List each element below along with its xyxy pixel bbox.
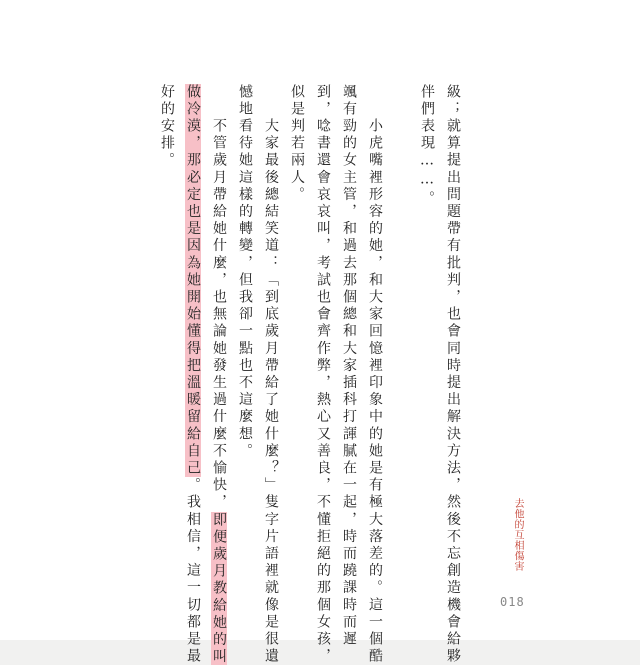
text-column-4: 小虎嘴裡形容的她，和大家回憶裡印象中的她是有極大落差的。這一個酷 <box>362 84 388 665</box>
highlighted-passage: 做冷漠，那必定也是因為她開始懂得把溫暖留給自己 <box>185 84 201 477</box>
text-column-1: 級；就算提出問題帶有批判，也會同時提出解決方法，然後不忘創造機會給夥 <box>440 84 466 665</box>
text-column-5: 颯有勁的女主管，和過去那個總和大家插科打諢膩在一起，時而蹺課時而遲 <box>336 84 362 648</box>
text-column-2: 伴們表現……。 <box>414 84 440 208</box>
text-column-10: 不管歲月帶給她什麼，也無論她發生過什麼不愉快，即便歲月教給她的叫 <box>206 84 232 665</box>
page-number: 018 <box>500 595 525 609</box>
highlighted-passage: 即便歲月教給她的叫 <box>211 512 227 665</box>
text-column-9: 憾地看待她這樣的轉變，但我卻一點也不這麼想。 <box>232 84 258 460</box>
text-column-6: 到，唸書還會哀哀叫，考試也會齊作弊，熱心又善良，不懂拒絕的那個女孩， <box>310 84 336 665</box>
text-column-8: 大家最後總結笑道：「到底歲月帶給了她什麼？」隻字片語裡就像是很遺 <box>258 84 284 665</box>
text-column-12: 好的安排。 <box>154 84 180 170</box>
running-title: 去他的互相傷害 <box>510 498 525 572</box>
text-column-7: 似是判若兩人。 <box>284 84 310 204</box>
text-column-11: 做冷漠，那必定也是因為她開始懂得把溫暖留給自己。我相信，這一切都是最 <box>180 84 206 665</box>
